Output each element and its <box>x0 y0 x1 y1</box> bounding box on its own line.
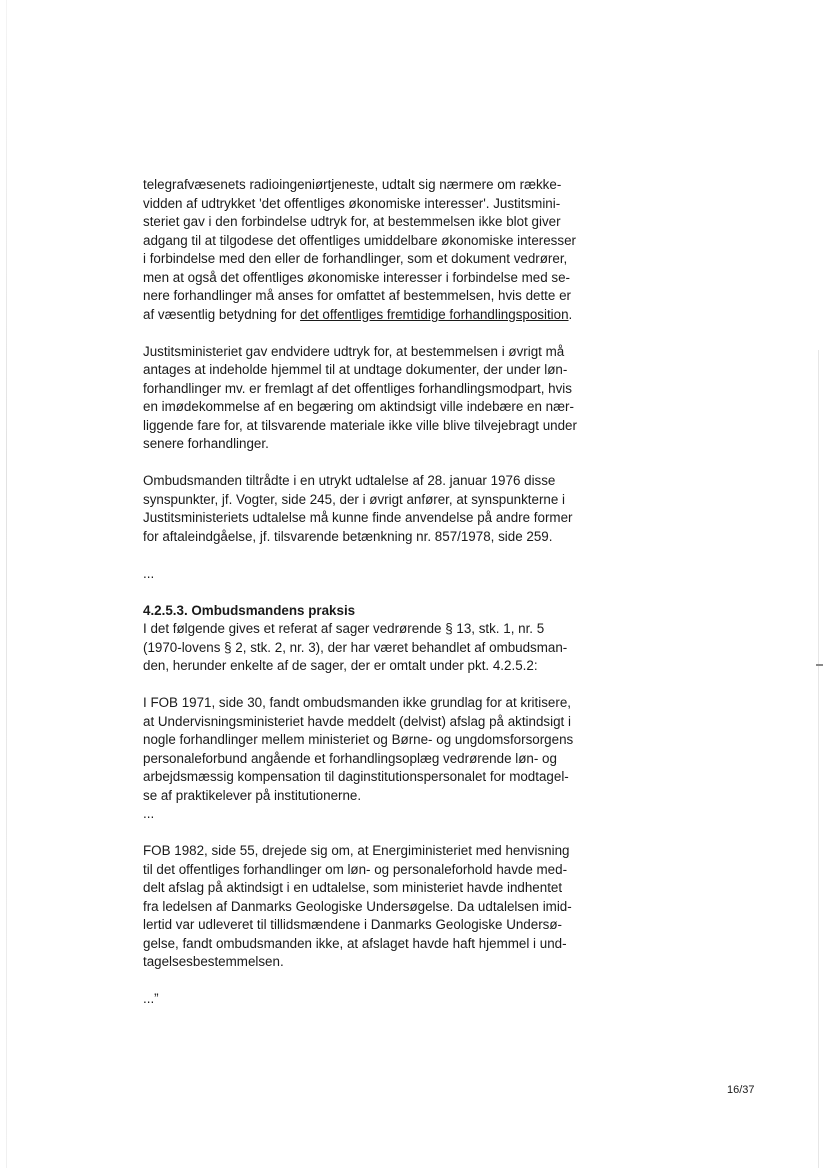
underlined-phrase: det offentliges fremtidige forhandlingsposition <box>300 306 569 322</box>
ellipsis-1: ... <box>143 565 155 581</box>
scan-edge-right <box>818 350 819 1168</box>
case-fob-1982: FOB 1982, side 55, drejede sig om, at Energiministeriet med henvisning til det offentliges forhandlinger om løn- og personaleforhold havde med- delt afslag på aktindsigt i en udtalelse, som ministeriet havde indhentet fra ledelsen af Danmarks Geologiske Undersøgelse. Da udtalelsen imid- lertid var udleveret til tillidsmændene i Danmarks Geologiske Undersø- gelse, fandt ombudsmanden ikke, at afslaget havde haft hjemmel i und- tagelsesbestemmelsen. <box>143 843 572 969</box>
section-intro: I det følgende gives et referat af sager vedrørende § 13, stk. 1, nr. 5 (1970-lovens § 2, stk. 2, nr. 3), der har været behandlet af ombudsman- den, herunder enkelte af de sager, der er omtalt under pkt. 4.2.5.2: <box>143 621 568 673</box>
section-heading: 4.2.5.3. Ombudsmandens praksis <box>143 602 356 618</box>
paragraph-telegraf-text: telegrafvæsenets radioingeniørtjeneste, udtalt sig nærmere om række- vidden af udtrykket 'det offentliges økonomiske interesser'. Justitsmini- steriet gav i den forbindelse udtryk for, at bestemmelsen ikke blot giver adgang til at tilgodese det offentliges umiddelbare økonomiske interesser i forbindelse med den eller de forhandlinger, som et dokument vedrører, men at også det offentliges økonomiske interesser i forbindelse med se- nere forhandlinger må anses for omfattet af bestemmelsen, hvis dette er af væsentlig betydning for <box>143 177 576 322</box>
paragraph-ombudsmanden: Ombudsmanden tiltrådte i en utrykt udtalelse af 28. januar 1976 disse synspunkter, jf. Vogter, side 245, der i øvrigt anfører, at synspunkterne i Justitsministeriets udtalelse må kunne finde anvendelse på andre former for aftaleindgåelse, jf. tilsvarende betænkning nr. 857/1978, side 259. <box>143 473 573 544</box>
paragraph-telegraf-tail: . <box>568 306 573 322</box>
spacer <box>143 583 583 602</box>
document-body <box>143 176 583 1009</box>
paragraph-telegraf <box>143 176 583 324</box>
ellipsis-end: ...” <box>143 991 159 1006</box>
page-number: 16/37 <box>727 1084 755 1096</box>
scan-edge-left <box>6 0 7 1168</box>
spacer <box>143 824 583 843</box>
ellipsis-2: ... <box>143 806 155 821</box>
case-fob-1971: I FOB 1971, side 30, fandt ombudsmanden ikke grundlag for at kritisere, at Undervisningsministeriet havde meddelt (delvist) afslag på aktindsigt i nogle forhandlinger mellem ministeriet og Børne- og ungdomsforsorgens personaleforbund angående et forhandlingsoplæg vedrørende løn- og arbejdsmæssig kompensation til daginstitutionspersonalet for modtagel- se af praktikelever på institutionerne. <box>143 695 574 803</box>
scan-margin-mark <box>816 664 823 666</box>
paragraph-justitsministeriet: Justitsministeriet gav endvidere udtryk for, at bestemmelsen i øvrigt må antages at indeholde hjemmel til at undtage dokumenter, der under løn- forhandlinger mv. er fremlagt af det offentliges forhandlingsmodpart, hvis en imødekommelse af en begæring om aktindsigt ville indebære en nær- liggende fare for, at tilsvarende materiale ikke ville blive tilvejebragt under senere forhandlinger. <box>143 343 577 451</box>
